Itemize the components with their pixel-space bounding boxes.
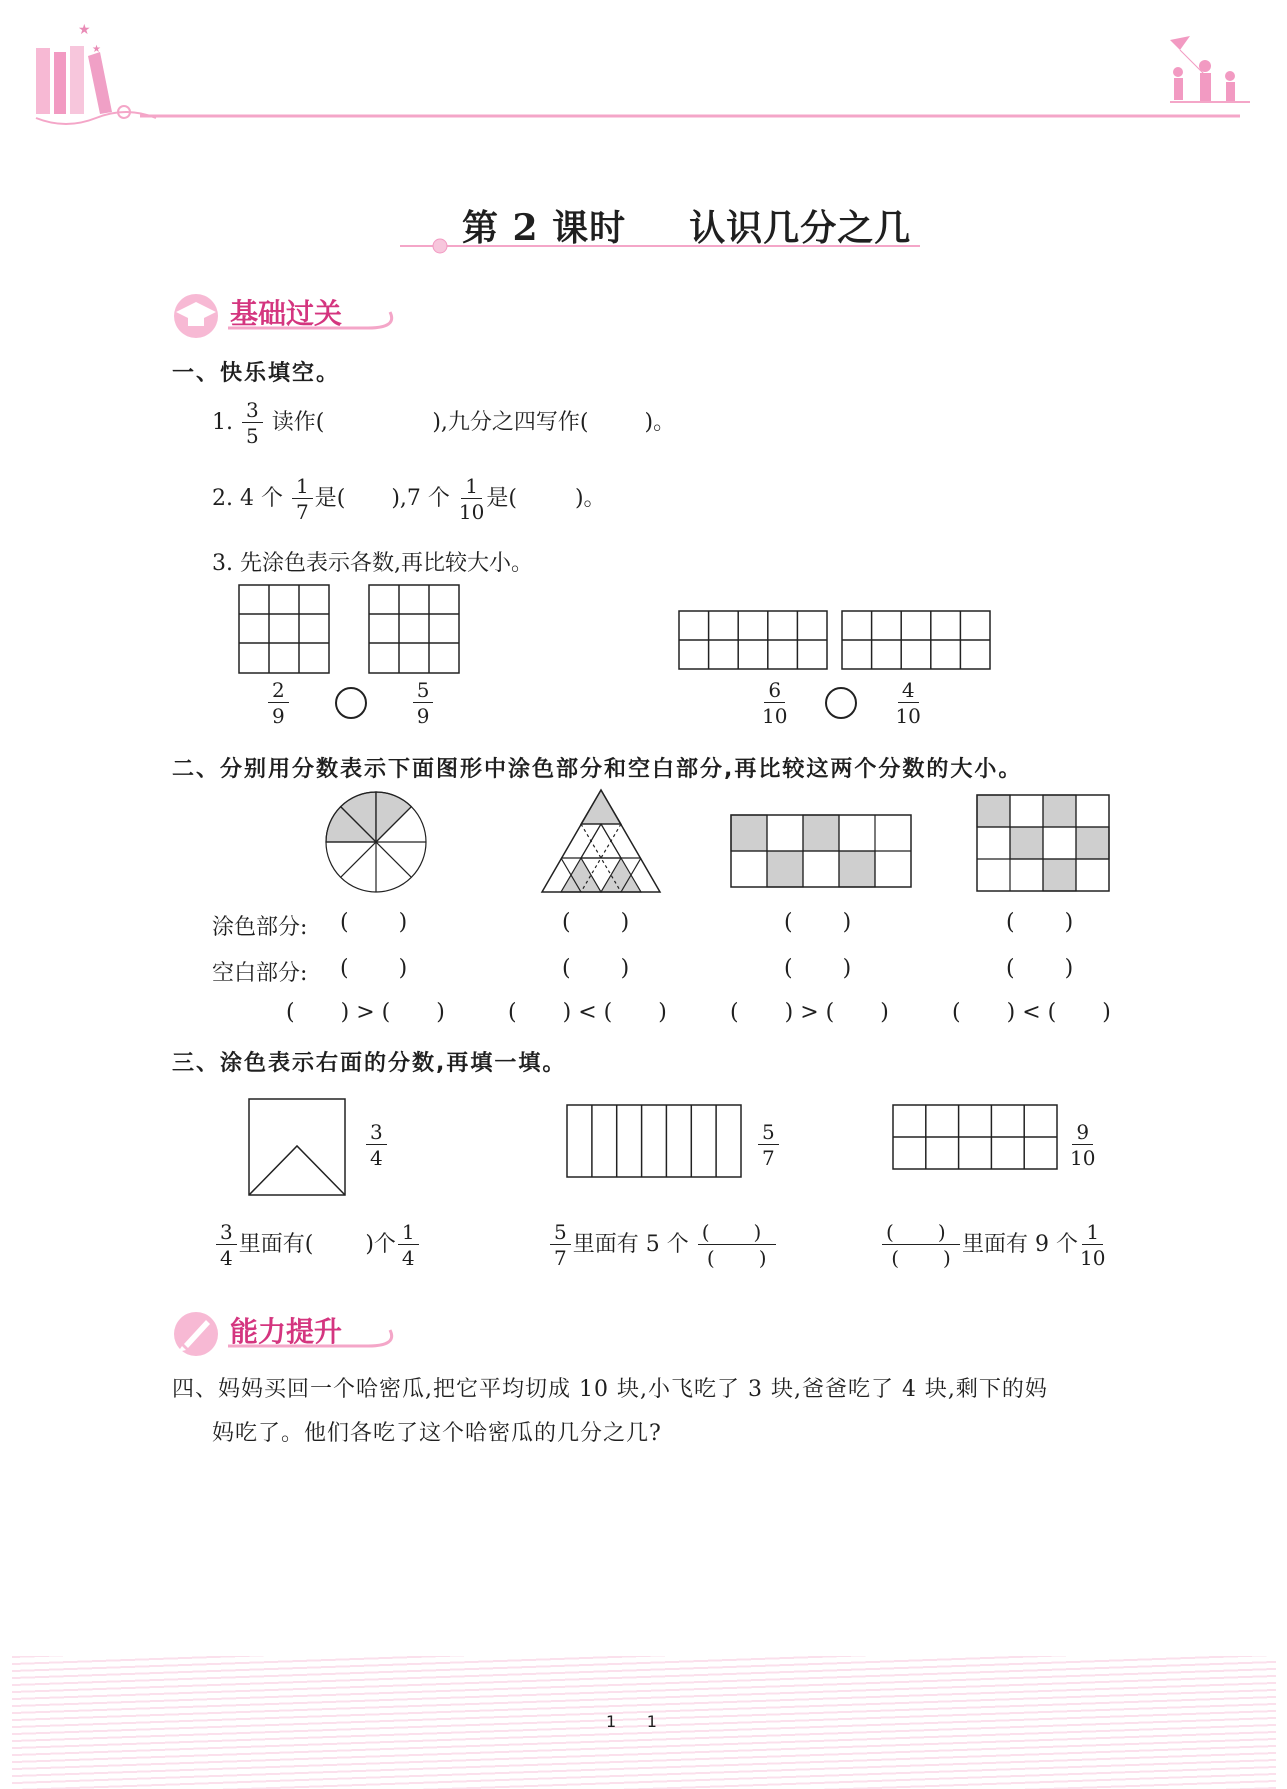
q1-item1 (212, 400, 675, 446)
numerator: 1 (398, 1222, 419, 1245)
blank-row (212, 956, 307, 987)
paren: ( (891, 1246, 899, 1270)
fraction (550, 1222, 571, 1268)
paren: ( (340, 910, 349, 935)
numerator: 1 (292, 476, 313, 499)
paren: ( (952, 1000, 961, 1025)
paren: ) (562, 1000, 572, 1025)
q1-item3: 3. 先涂色表示各数,再比较大小。 (212, 551, 533, 576)
gt-sign: > (356, 1000, 375, 1025)
paren: ( (784, 910, 793, 935)
fraction (292, 476, 313, 522)
fraction (758, 1122, 779, 1168)
svg-text:★: ★ (78, 22, 91, 38)
paren: ( (562, 956, 571, 981)
section-title-advanced: 能力提升 (230, 1315, 343, 1348)
blank-answer-2[interactable] (562, 956, 629, 981)
fraction (398, 1222, 419, 1268)
q3-fill-1 (214, 1222, 421, 1268)
compare-circle-2[interactable] (824, 686, 858, 720)
fraction (762, 680, 787, 726)
paren: ( (730, 1000, 739, 1025)
rect-2x5-fill-figure[interactable] (892, 1104, 1060, 1172)
fraction (459, 476, 484, 522)
shaded-answer-4[interactable] (1006, 910, 1073, 935)
section-basic (168, 288, 408, 338)
numerator: 5 (413, 680, 434, 703)
triangle-figure (540, 788, 662, 894)
denominator: 10 (1070, 1146, 1096, 1170)
text: )。 (644, 410, 676, 435)
paren: ) (758, 1246, 767, 1270)
numerator: 4 (898, 680, 919, 703)
paren: ) (880, 1000, 889, 1025)
paren: ( (706, 1246, 715, 1270)
paren: ( (603, 1000, 613, 1025)
paren: ) (620, 910, 630, 935)
text: 是( (314, 486, 346, 511)
q3-fill-2 (548, 1222, 778, 1268)
rect-2x5-figure (730, 814, 914, 890)
compare-1 (266, 680, 435, 726)
fraction (413, 680, 434, 726)
q3-fraction-1 (364, 1122, 389, 1168)
denominator: 4 (220, 1246, 233, 1270)
q1-heading: 一、快乐填空。 (172, 361, 341, 386)
title-underline (400, 238, 920, 254)
fraction (216, 1222, 237, 1268)
q3-fraction-3 (1068, 1122, 1097, 1168)
q3-fraction-2 (756, 1122, 781, 1168)
denominator: 10 (762, 704, 788, 728)
fraction (1080, 1222, 1105, 1268)
q3-fill-3 (880, 1222, 1107, 1268)
paren: ) (842, 956, 852, 981)
lt-sign: < (1022, 1000, 1041, 1025)
row-label: 涂色部分: (212, 915, 308, 940)
numerator: 5 (758, 1122, 779, 1145)
denominator: 10 (458, 500, 485, 524)
gt-sign: > (800, 1000, 819, 1025)
page-number: 1 1 (606, 1712, 657, 1731)
denominator: 10 (1079, 1246, 1106, 1270)
paren: ) (1102, 1000, 1111, 1025)
denominator: 5 (246, 424, 259, 448)
paren: ) (842, 910, 852, 935)
paren: ) (1006, 1000, 1016, 1025)
comparison-3[interactable] (730, 1000, 889, 1025)
shaded-answer-3[interactable] (784, 910, 851, 935)
denominator: 9 (272, 704, 285, 728)
lesson-topic: 认识几分之几 (689, 207, 912, 249)
circle-figure (324, 790, 428, 894)
denominator: 10 (895, 704, 921, 728)
text: 是( (486, 486, 517, 511)
text: 里面有 9 个 (962, 1232, 1078, 1257)
books-logo-icon (0, 0, 1287, 140)
fraction (268, 680, 289, 726)
lesson-number: 第 2 课时 (462, 207, 627, 249)
svg-text:★: ★ (92, 44, 101, 55)
paren: ) (753, 1220, 762, 1244)
denominator: 4 (401, 1246, 415, 1270)
paren: ( (1006, 910, 1015, 935)
text: 里面有( (238, 1232, 314, 1257)
paren: ) (398, 956, 408, 981)
numerator: 3 (366, 1122, 387, 1145)
paren: ) (937, 1220, 946, 1244)
paren: ( (1006, 956, 1015, 981)
paren: ) (1064, 910, 1074, 935)
paren: ( (886, 1220, 894, 1244)
q1-item2 (212, 476, 606, 522)
numerator: 1 (461, 476, 482, 499)
header-decoration (0, 0, 1287, 140)
paren: ( (340, 956, 349, 981)
shaded-row (212, 910, 307, 941)
q4-line2: 妈吃了。他们各吃了这个哈密瓜的几分之几? (212, 1421, 662, 1446)
blank-answer-1[interactable] (340, 956, 407, 981)
lt-sign: < (578, 1000, 597, 1025)
text: 里面有 5 个 (572, 1232, 689, 1257)
denominator: 7 (295, 500, 309, 524)
numerator: 1 (1082, 1222, 1103, 1245)
square-figure[interactable] (248, 1098, 348, 1198)
comparison-4[interactable] (952, 1000, 1111, 1025)
grid-2x5-pair[interactable] (678, 610, 992, 672)
fraction (366, 1122, 387, 1168)
blank-answer-4[interactable] (1006, 956, 1073, 981)
fraction (1070, 1122, 1095, 1168)
shaded-answer-1[interactable] (340, 910, 407, 935)
paren: ( (1047, 1000, 1057, 1025)
paren: ) (1064, 956, 1074, 981)
rect-3x4-figure (976, 794, 1110, 894)
paren: ( (381, 1000, 391, 1025)
text: ),九分之四写作( (432, 410, 589, 435)
numerator: 6 (764, 680, 785, 703)
numerator: 5 (550, 1222, 571, 1245)
q4-line1: 四、妈妈买回一个哈密瓜,把它平均切成 10 块,小飞吃了 3 块,爸爸吃了 4 块,剩下的妈 (172, 1377, 1048, 1402)
paren: ) (943, 1246, 951, 1270)
fraction-blank[interactable] (698, 1222, 776, 1268)
paren: ( (508, 1000, 517, 1025)
denominator: 9 (416, 704, 430, 728)
paren: ( (286, 1000, 295, 1025)
fraction (242, 400, 263, 446)
blank-answer-3[interactable] (784, 956, 851, 981)
row-label: 空白部分: (212, 961, 308, 986)
paren: ) (436, 1000, 445, 1025)
q4-answer-area[interactable] (212, 1460, 1152, 1640)
section-advanced (168, 1306, 408, 1356)
text: )个 (365, 1232, 396, 1257)
paren: ) (620, 956, 630, 981)
comparison-1[interactable] (286, 1000, 445, 1025)
numerator: 2 (268, 680, 289, 703)
kids-kite-icon (1150, 30, 1260, 120)
numerator: 3 (216, 1222, 237, 1245)
item-number: 2. 4 个 (212, 486, 283, 511)
item-number: 1. (212, 410, 233, 435)
paren: ( (701, 1220, 710, 1244)
denominator: 4 (370, 1146, 383, 1170)
paren: ( (562, 910, 571, 935)
grid-3x3-pair[interactable] (238, 584, 460, 676)
paren: ) (658, 1000, 667, 1025)
fraction (895, 680, 920, 726)
rect-7-strips-figure[interactable] (566, 1104, 744, 1180)
paren: ( (784, 956, 793, 981)
text: ),7 个 (391, 486, 450, 511)
denominator: 7 (762, 1146, 775, 1170)
compare-circle-1[interactable] (334, 686, 368, 720)
paren: ( (825, 1000, 835, 1025)
q3-heading: 三、涂色表示右面的分数,再填一填。 (172, 1051, 567, 1076)
numerator: 9 (1072, 1122, 1093, 1145)
shaded-answer-2[interactable] (562, 910, 629, 935)
paren: ) (340, 1000, 350, 1025)
fraction-blank[interactable] (882, 1222, 960, 1268)
numerator: 3 (242, 400, 263, 423)
paren: ) (398, 910, 408, 935)
text: 读作( (271, 410, 325, 435)
paren: ) (784, 1000, 794, 1025)
comparison-2[interactable] (508, 1000, 667, 1025)
compare-2 (760, 680, 923, 726)
text: )。 (574, 486, 606, 511)
q2-heading: 二、分别用分数表示下面图形中涂色部分和空白部分,再比较这两个分数的大小。 (172, 757, 1023, 782)
section-title-basic: 基础过关 (230, 297, 343, 330)
denominator: 7 (554, 1246, 567, 1270)
